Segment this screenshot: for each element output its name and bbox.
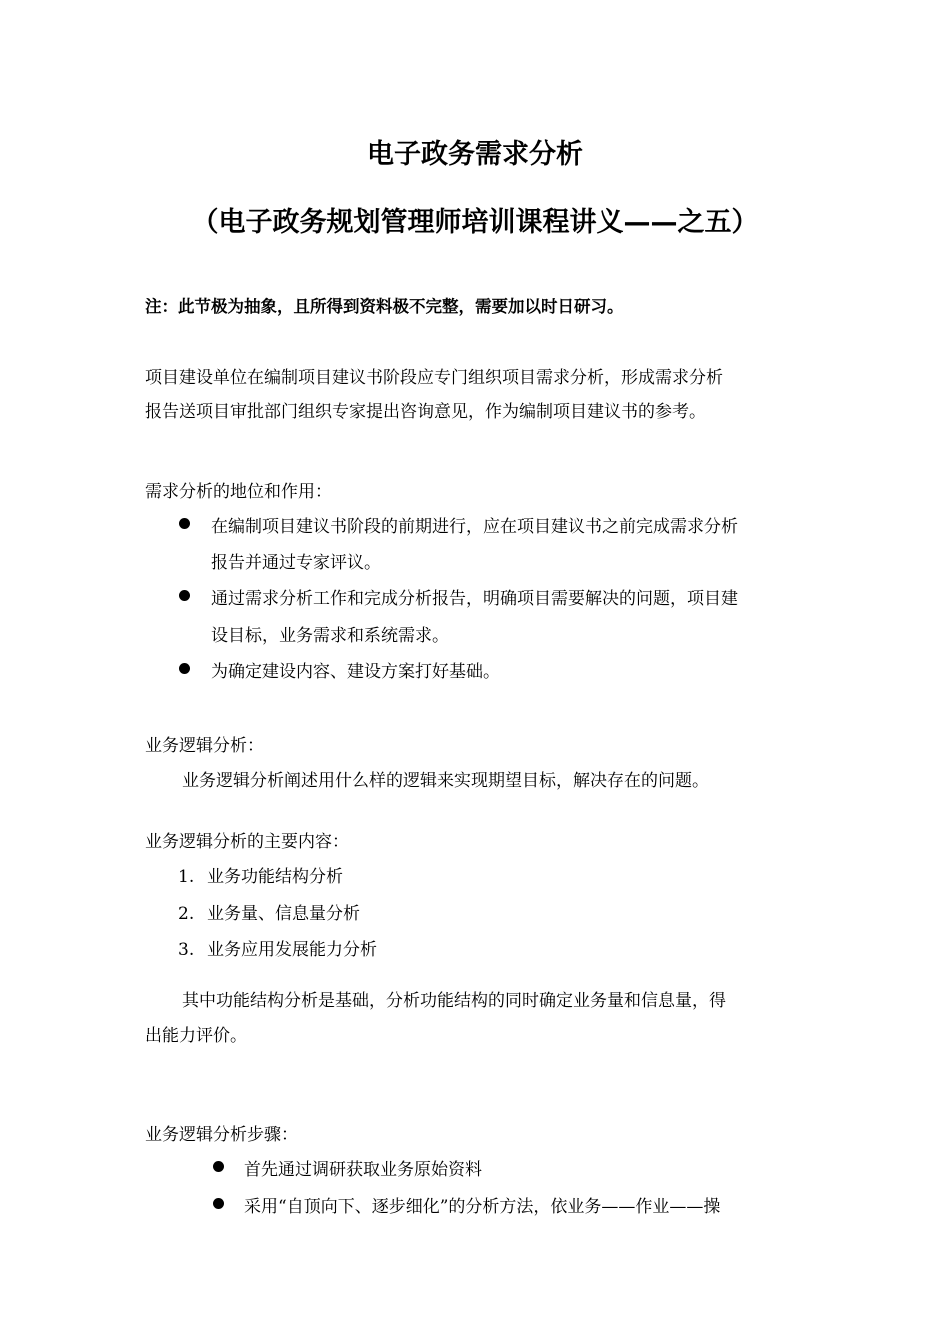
document-title: 电子政务需求分析: [367, 139, 583, 170]
note-text: 注：此节极为抽象，且所得到资料极不完整，需要加以时日研习。: [145, 297, 624, 316]
bullet-dot: [179, 663, 190, 674]
role-heading: 需求分析的地位和作用：: [145, 482, 332, 502]
content-item-number: 1.: [178, 867, 195, 887]
role-bullet-2-line-1: 通过需求分析工作和完成分析报告，明确项目需要解决的问题，项目建: [211, 589, 738, 609]
content-summary-line-1: 其中功能结构分析是基础，分析功能结构的同时确定业务量和信息量，得: [182, 991, 726, 1011]
intro-line-1: 项目建设单位在编制项目建议书阶段应专门组织项目需求分析，形成需求分析: [145, 368, 723, 388]
content-item-number: 2.: [178, 904, 195, 924]
role-bullet-2-line-2: 设目标，业务需求和系统需求。: [211, 626, 449, 646]
bullet-dot: [179, 590, 190, 601]
role-bullet-1-line-1: 在编制项目建议书阶段的前期进行，应在项目建议书之前完成需求分析: [211, 517, 738, 537]
role-bullet-3-line-1: 为确定建设内容、建设方案打好基础。: [211, 662, 500, 682]
content-item-text: 业务应用发展能力分析: [207, 940, 377, 960]
logic-heading: 业务逻辑分析：: [145, 736, 264, 756]
steps-bullet-2: 采用“自顶向下、逐步细化”的分析方法，依业务——作业——操: [244, 1197, 721, 1217]
bullet-dot: [213, 1161, 224, 1172]
logic-description: 业务逻辑分析阐述用什么样的逻辑来实现期望目标，解决存在的问题。: [182, 771, 709, 791]
content-item-1: [178, 862, 343, 887]
intro-line-2: 报告送项目审批部门组织专家提出咨询意见，作为编制项目建议书的参考。: [145, 402, 706, 422]
document-subtitle: （电子政务规划管理师培训课程讲义——之五）: [191, 207, 759, 238]
steps-bullet-1: 首先通过调研获取业务原始资料: [244, 1160, 482, 1180]
bullet-dot: [179, 518, 190, 529]
content-heading: 业务逻辑分析的主要内容：: [145, 832, 349, 852]
intro-paragraph: [145, 361, 810, 429]
content-item-3: [178, 935, 377, 960]
role-bullet-1-line-2: 报告并通过专家评议。: [211, 553, 381, 573]
content-summary-line-2: 出能力评价。: [145, 1026, 247, 1046]
steps-heading: 业务逻辑分析步骤：: [145, 1125, 298, 1145]
content-item-text: 业务功能结构分析: [207, 867, 343, 887]
content-item-text: 业务量、信息量分析: [207, 904, 360, 924]
content-item-2: [178, 899, 360, 924]
content-item-number: 3.: [178, 940, 195, 960]
bullet-dot: [213, 1198, 224, 1209]
